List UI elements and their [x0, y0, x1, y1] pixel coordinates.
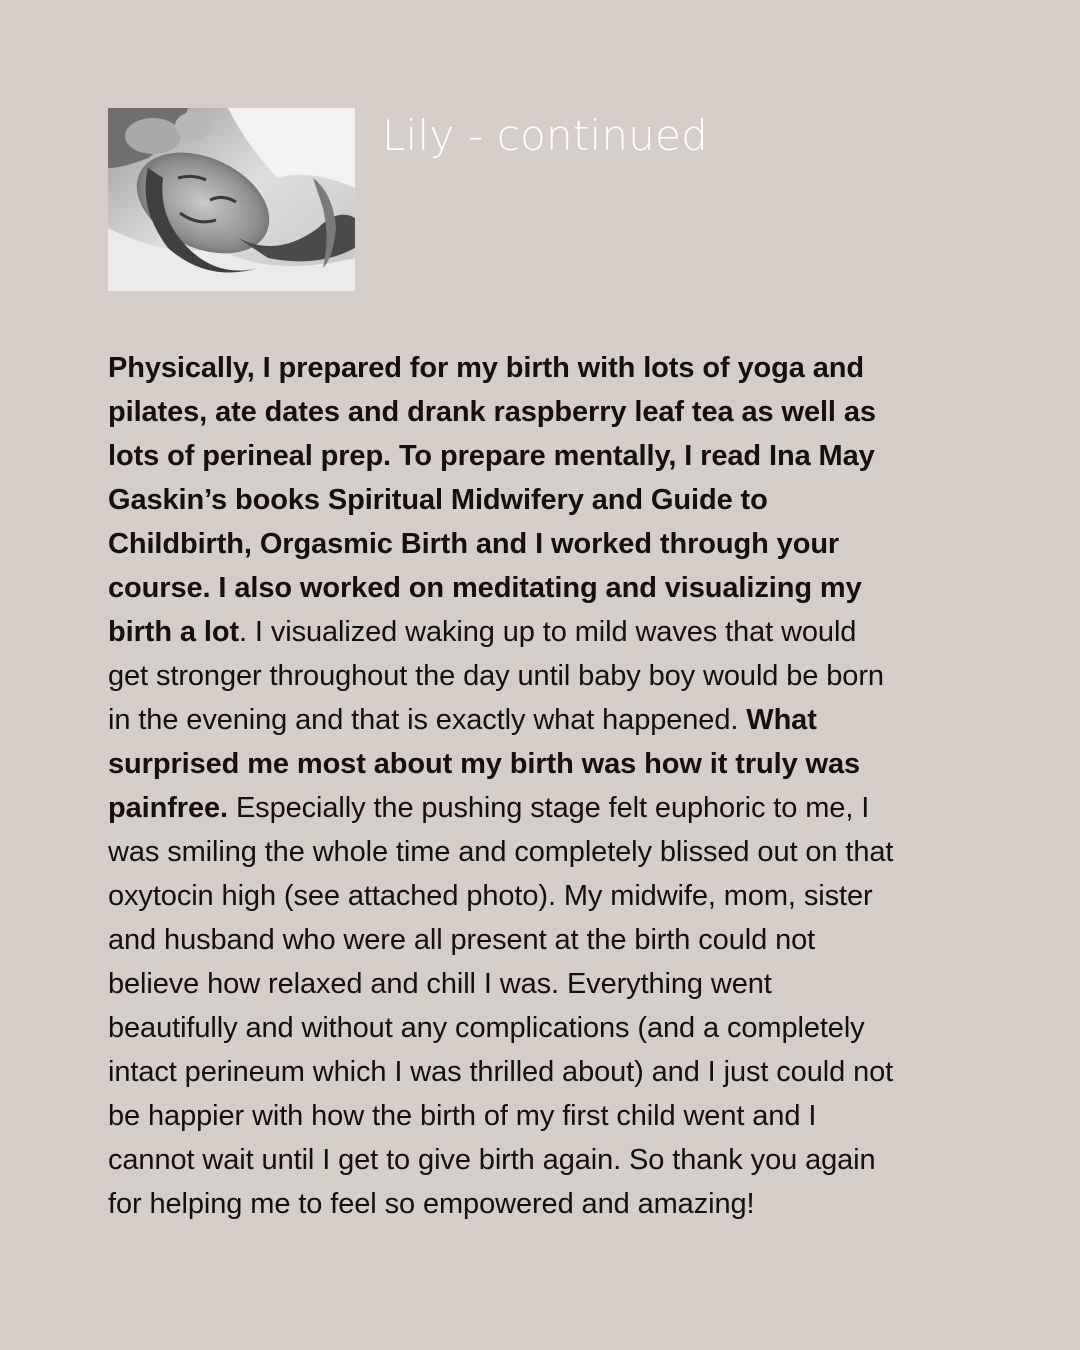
photo-image: [108, 108, 355, 291]
paragraph-segment: Especially the pushing stage felt euphoric to me, I was smiling the whole time and completely blissed out on that oxytocin high (see attached photo). My midwife, mom, sister and husband who were all present at the birth could not believe how relaxed and chill I was. Everything went beautifully and without any complications (and a completely intact perineum which I was thrilled about) and I just could not be happier with how the birth of my first child went and I cannot wait until I get to give birth again. So thank you again for helping me to feel so empowered and amazing!: [108, 792, 894, 1220]
testimonial-photo: [108, 108, 355, 291]
paragraph-segment-bold: Physically, I prepared for my birth with lots of yoga and pilates, ate dates and drank raspberry leaf tea as well as lots of perineal prep. To prepare mentally, I read Ina May Gaskin’s books Spiritual Midwifery and Guide to Childbirth, Orgasmic Birth and I worked through your course. I also worked on meditating and visualizing my birth a lot: [108, 352, 876, 648]
testimonial-text: [108, 346, 972, 1226]
paragraph-segment: . I visualized waking up to mild waves that would get stronger throughout the day until baby boy would be born in the evening and that is exactly what happened.: [108, 616, 884, 736]
paragraph-segment-bold: What surprised me most about my birth was how it truly was painfree.: [108, 704, 861, 824]
page-title: Lily - continued: [382, 111, 708, 160]
